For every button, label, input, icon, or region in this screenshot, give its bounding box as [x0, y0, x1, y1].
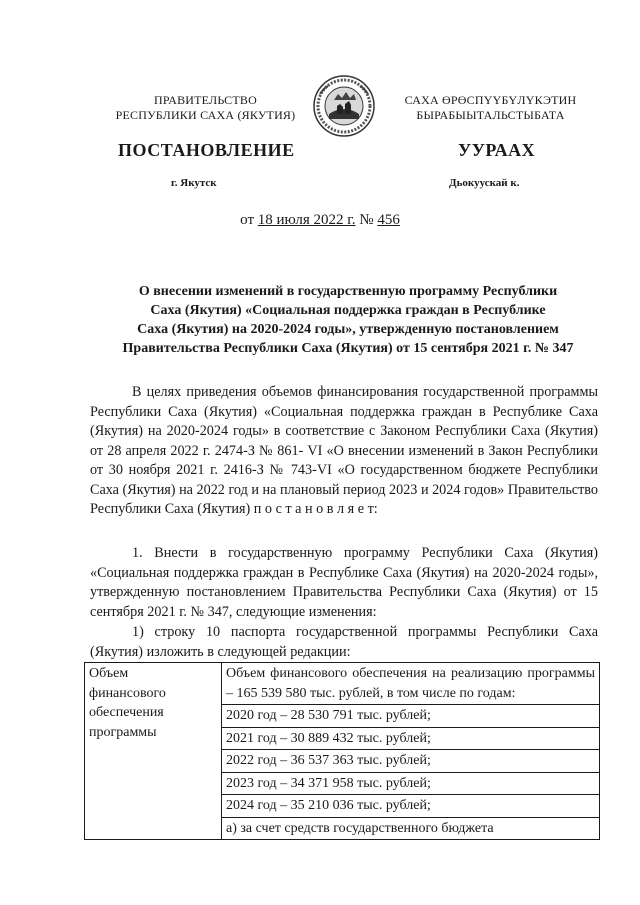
- issuer-yakut: [388, 93, 593, 123]
- decree-date: 18 июля 2022 г.: [257, 212, 356, 228]
- preamble-text: В целях приведения объемов финансирования государственной программы Республики Саха (Якутия) «Социальная поддержка граждан в Республике Саха (Якутия) на 2020-2024 годы» в соответствие с Законом Республики Саха (Якутия) от 28 апреля 2022 г. 2474-З № 861- VI «О внесении изменений в Закон Республики от 30 ноября 2021 г. 2416-З № 743-VI «О государственном бюджете Республики Саха (Якутия) на 2022 год и на плановый период 2023 и 2024 годов» Правительство Республики Саха (Якутия): [90, 384, 598, 517]
- year-2022-cell: 2022 год – 36 537 363 тыс. рублей;: [222, 750, 600, 773]
- label-line-2: финансового: [89, 685, 166, 701]
- issuer-yakut-line2: БЫРАБЫЫТАЛЬСТЫБАТА: [416, 108, 565, 122]
- budget-source-cell: а) за счет средств государственного бюджета: [222, 817, 600, 840]
- title-line-1: О внесении изменений в государственную программу Республики: [138, 284, 558, 299]
- decree-title: [88, 282, 608, 358]
- label-line-1: Объем: [89, 666, 129, 681]
- date-prefix: от: [240, 212, 255, 228]
- preamble-paragraph: [90, 383, 598, 520]
- doc-type-russian: ПОСТАНОВЛЕНИЕ: [118, 140, 295, 160]
- decree-dateline: [0, 212, 640, 229]
- issuer-russian-line1: ПРАВИТЕЛЬСТВО: [154, 93, 257, 107]
- title-line-4: Правительства Республики Саха (Якутия) от 15 сентября 2021 г. № 347: [122, 341, 574, 356]
- year-2020-cell: 2020 год – 28 530 791 тыс. рублей;: [222, 705, 600, 728]
- number-prefix: №: [359, 212, 374, 228]
- issuer-yakut-line1: САХА ӨРӨСПҮҮБҮЛҮКЭТИН: [404, 93, 577, 107]
- clause-1-paragraph: 1. Внести в государственную программу Республики Саха (Якутия) «Социальная поддержка граждан в Республике Саха (Якутия) на 2020-2024 годы», утвержденную постановлением Правительства Республики Саха (Якутия) от 15 сентября 2021 г. № 347, следующие изменения:: [90, 545, 598, 620]
- title-line-2: Саха (Якутия) «Социальная поддержка граждан в Республике: [150, 303, 546, 318]
- table-label-cell: [85, 663, 222, 840]
- city-yakut: Дьокуускай к.: [449, 177, 520, 189]
- funding-table: [84, 662, 600, 840]
- clause-1-1-paragraph: 1) строку 10 паспорта государственной программы Республики Саха (Якутия) изложить в следующей редакции:: [90, 624, 598, 660]
- issuer-russian-line2: РЕСПУБЛИКИ САХА (ЯКУТИЯ): [115, 108, 296, 122]
- year-2021-cell: 2021 год – 30 889 432 тыс. рублей;: [222, 727, 600, 750]
- decree-number: 456: [377, 212, 400, 228]
- year-2023-cell: 2023 год – 34 371 958 тыс. рублей;: [222, 772, 600, 795]
- title-line-3: Саха (Якутия) на 2020-2024 годы», утвержденную постановлением: [137, 322, 559, 337]
- coat-of-arms-icon: [312, 74, 376, 138]
- funding-intro-cell: Объем финансового обеспечения на реализацию программы – 165 539 580 тыс. рублей, в том числе по годам:: [222, 663, 600, 705]
- label-line-3: обеспечения: [89, 705, 164, 720]
- label-line-4: программы: [89, 724, 157, 740]
- doc-type-yakut: УУРААХ: [458, 140, 536, 160]
- year-2024-cell: 2024 год – 35 210 036 тыс. рублей;: [222, 795, 600, 818]
- table-row: [85, 663, 600, 705]
- issuer-russian: [98, 93, 313, 123]
- city-russian: г. Якутск: [171, 177, 217, 189]
- decree-word: п о с т а н о в л я е т:: [253, 501, 378, 517]
